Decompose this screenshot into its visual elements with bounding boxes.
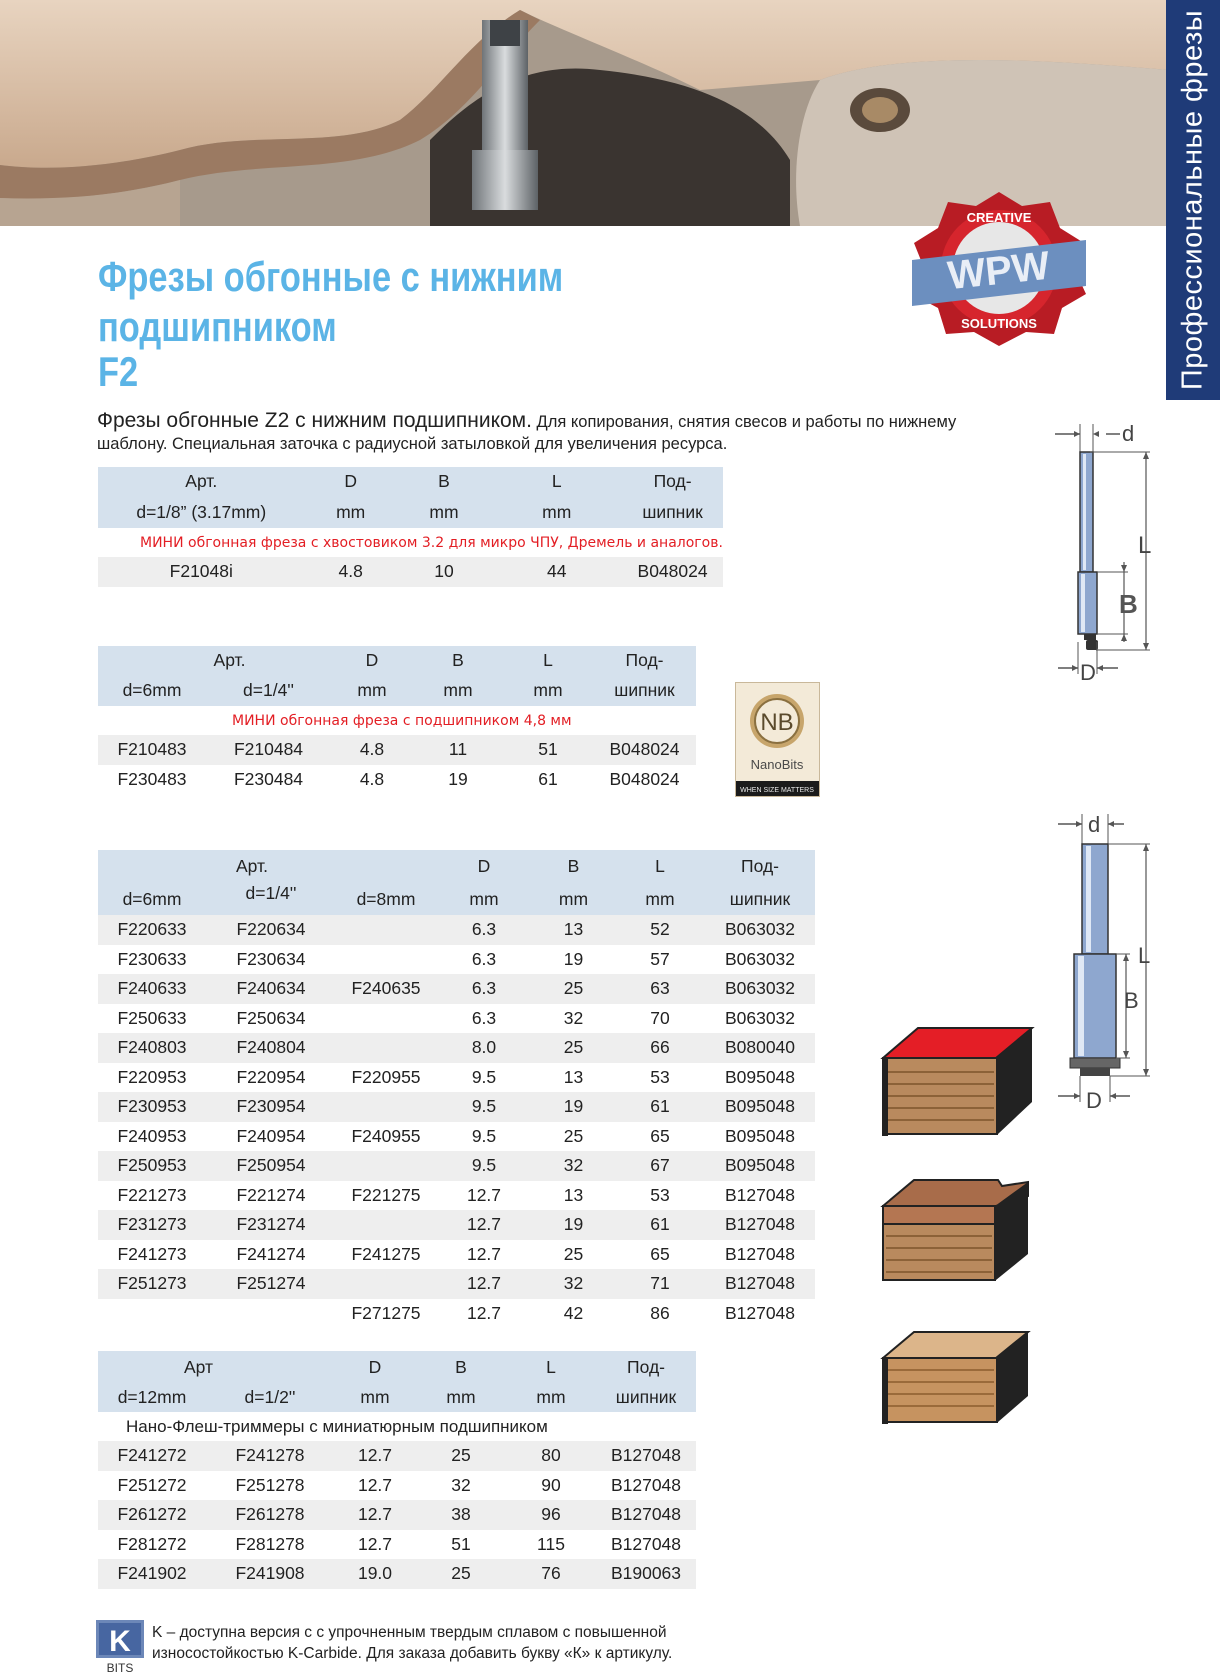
table-cell xyxy=(336,1092,436,1122)
svg-text:CREATIVE: CREATIVE xyxy=(966,210,1032,225)
svg-text:BITS: BITS xyxy=(106,1661,134,1674)
category-side-label: Профессиональные фрезы xyxy=(1176,9,1209,391)
table-cell: F241902 xyxy=(98,1559,206,1589)
table-cell: 53 xyxy=(615,1181,705,1211)
table-cell: F241272 xyxy=(98,1441,206,1471)
table-cell: F221273 xyxy=(98,1181,206,1211)
svg-text:d: d xyxy=(1122,421,1135,446)
header-cell: d=1/4'' xyxy=(206,883,336,915)
table-cell: B127048 xyxy=(596,1441,696,1471)
table-cell: F251272 xyxy=(98,1471,206,1501)
table-row xyxy=(98,1033,815,1063)
table-cell: 61 xyxy=(615,1092,705,1122)
header-cell: d=1/2'' xyxy=(206,1383,334,1412)
table-row xyxy=(98,974,815,1004)
table-cell: 44 xyxy=(491,557,622,587)
table-row xyxy=(98,945,815,975)
table-cell: B080040 xyxy=(705,1033,815,1063)
table-cell: 19 xyxy=(532,1092,615,1122)
table-cell xyxy=(98,1299,206,1329)
header-cell: шипник xyxy=(593,675,696,706)
table-cell: B127048 xyxy=(705,1210,815,1240)
table-cell: 38 xyxy=(416,1500,506,1530)
table-cell: 12.7 xyxy=(436,1269,532,1299)
table-cell xyxy=(206,1299,336,1329)
table-row xyxy=(98,1559,696,1589)
header-cell: d=1/4'' xyxy=(206,675,331,706)
table-cell: 25 xyxy=(416,1559,506,1589)
header-cell: mm xyxy=(397,496,491,528)
table-note: МИНИ обгонная фреза с подшипником 4,8 мм xyxy=(232,712,572,729)
header-cell: L xyxy=(503,646,593,675)
table-cell: B063032 xyxy=(705,945,815,975)
table-cell: 10 xyxy=(397,557,491,587)
header-cell: B xyxy=(397,467,491,496)
table-cell: 4.8 xyxy=(305,557,397,587)
table-cell: F241273 xyxy=(98,1240,206,1270)
table-cell: 11 xyxy=(413,735,503,765)
header-cell: D xyxy=(334,1351,416,1383)
table-row xyxy=(98,1441,696,1471)
table-cell: 57 xyxy=(615,945,705,975)
table-cell: F240635 xyxy=(336,974,436,1004)
table-cell: 9.5 xyxy=(436,1092,532,1122)
intro-text: Для копирования, снятия свесов и работы по нижнему шаблону. Специальная заточка с радиусной затыловкой для увеличения ресурса. xyxy=(97,413,957,453)
header-cell: d=1/8” (3.17mm) xyxy=(98,496,305,528)
table-cell: F240954 xyxy=(206,1122,336,1152)
table-4-body xyxy=(98,1441,696,1589)
header-cell: mm xyxy=(491,496,622,528)
header-cell: mm xyxy=(506,1383,596,1412)
table-cell: 65 xyxy=(615,1122,705,1152)
svg-text:K: K xyxy=(109,1625,131,1658)
svg-text:D: D xyxy=(1086,1088,1102,1110)
header-cell: mm xyxy=(532,883,615,915)
table-3-body xyxy=(98,915,815,1328)
table-cell xyxy=(336,1269,436,1299)
router-bit-diagram-small xyxy=(1050,412,1200,682)
page-title xyxy=(98,252,688,395)
table-cell: F240955 xyxy=(336,1122,436,1152)
table-cell: F230483 xyxy=(98,765,206,795)
svg-text:WPW: WPW xyxy=(945,243,1052,299)
table-cell: B095048 xyxy=(705,1063,815,1093)
table-cell: B095048 xyxy=(705,1122,815,1152)
table-cell: F240633 xyxy=(98,974,206,1004)
table-cell: 19 xyxy=(532,945,615,975)
table-cell: 90 xyxy=(506,1471,596,1501)
table-cell: 86 xyxy=(615,1299,705,1329)
table-cell: F230634 xyxy=(206,945,336,975)
svg-text:SOLUTIONS: SOLUTIONS xyxy=(961,316,1037,331)
spec-table-3 xyxy=(98,850,815,1328)
table-cell: F250634 xyxy=(206,1004,336,1034)
router-bit-diagram-large xyxy=(1050,810,1200,1110)
header-cell: d=6mm xyxy=(98,675,206,706)
table-cell: F230484 xyxy=(206,765,331,795)
table-cell: F251274 xyxy=(206,1269,336,1299)
header-cell: Арт. xyxy=(98,646,331,675)
table-cell: 63 xyxy=(615,974,705,1004)
table-row xyxy=(98,1122,815,1152)
table-row xyxy=(98,915,815,945)
table-cell: 9.5 xyxy=(436,1122,532,1152)
table-cell: B127048 xyxy=(705,1181,815,1211)
table-cell: B127048 xyxy=(596,1471,696,1501)
header-cell: d=8mm xyxy=(336,883,436,915)
table-cell: 51 xyxy=(503,735,593,765)
table-cell: F220633 xyxy=(98,915,206,945)
table-cell: F250954 xyxy=(206,1151,336,1181)
svg-text:B: B xyxy=(1119,589,1138,619)
table-cell: 12.7 xyxy=(334,1500,416,1530)
svg-text:WHEN SIZE MATTERS: WHEN SIZE MATTERS xyxy=(740,787,814,794)
table-cell: 13 xyxy=(532,915,615,945)
table-row xyxy=(98,1530,696,1560)
table-cell: 32 xyxy=(532,1151,615,1181)
svg-text:d: d xyxy=(1088,812,1101,837)
table-cell: 6.3 xyxy=(436,974,532,1004)
table-cell: B063032 xyxy=(705,915,815,945)
table-cell: B095048 xyxy=(705,1151,815,1181)
header-cell: B xyxy=(413,646,503,675)
table-cell: F210484 xyxy=(206,735,331,765)
table-row xyxy=(98,1299,815,1329)
header-cell: mm xyxy=(503,675,593,706)
table-cell: F241908 xyxy=(206,1559,334,1589)
table-cell: 4.8 xyxy=(331,735,413,765)
table-cell: 12.7 xyxy=(436,1299,532,1329)
table-cell: 53 xyxy=(615,1063,705,1093)
intro-lead: Фрезы обгонные Z2 с нижним подшипником. xyxy=(97,409,532,432)
table-cell: F251278 xyxy=(206,1471,334,1501)
header-cell: L xyxy=(491,467,622,496)
table-cell: 19 xyxy=(532,1210,615,1240)
table-note: МИНИ обгонная фреза с хвостовиком 3.2 для микро ЧПУ, Дремель и аналогов. xyxy=(140,534,723,551)
table-cell: F250953 xyxy=(98,1151,206,1181)
table-cell: F21048i xyxy=(98,557,305,587)
header-cell: mm xyxy=(331,675,413,706)
table-note: Нано-Флеш-триммеры с миниатюрным подшипником xyxy=(126,1416,548,1436)
table-cell: F240634 xyxy=(206,974,336,1004)
header-cell: шипник xyxy=(596,1383,696,1412)
table-cell xyxy=(336,1004,436,1034)
table-cell: 115 xyxy=(506,1530,596,1560)
table-cell: 70 xyxy=(615,1004,705,1034)
table-cell: F241278 xyxy=(206,1441,334,1471)
table-cell: 67 xyxy=(615,1151,705,1181)
header-cell: Под- xyxy=(622,467,723,496)
table-cell: 66 xyxy=(615,1033,705,1063)
table-cell: 8.0 xyxy=(436,1033,532,1063)
header-cell: mm xyxy=(416,1383,506,1412)
table-cell: B063032 xyxy=(705,1004,815,1034)
svg-text:L: L xyxy=(1138,532,1152,559)
table-cell: 42 xyxy=(532,1299,615,1329)
header-cell: D xyxy=(331,646,413,675)
table-cell: F250633 xyxy=(98,1004,206,1034)
header-cell: mm xyxy=(436,883,532,915)
header-cell: mm xyxy=(413,675,503,706)
kbits-logo xyxy=(96,1620,144,1674)
table-cell: B127048 xyxy=(705,1299,815,1329)
table-cell: 25 xyxy=(532,1240,615,1270)
table-row xyxy=(98,1210,815,1240)
table-cell: F221274 xyxy=(206,1181,336,1211)
table-cell: F231273 xyxy=(98,1210,206,1240)
table-cell: F230954 xyxy=(206,1092,336,1122)
table-cell: F261278 xyxy=(206,1500,334,1530)
footer-note: K – доступна версия с с упрочненным твердым сплавом с повышенной износостойкостью K-Carbide. Для заказа добавить букву «К» к артикулу. xyxy=(152,1624,673,1662)
table-cell: 12.7 xyxy=(334,1441,416,1471)
table-cell: F251273 xyxy=(98,1269,206,1299)
table-cell xyxy=(336,1151,436,1181)
table-cell: 52 xyxy=(615,915,705,945)
table-cell: B063032 xyxy=(705,974,815,1004)
nanobits-logo xyxy=(736,683,819,796)
table-row xyxy=(98,1151,815,1181)
svg-text:NanoBits: NanoBits xyxy=(750,757,804,772)
header-cell: d=6mm xyxy=(98,883,206,915)
table-cell: F220953 xyxy=(98,1063,206,1093)
table-cell: F230633 xyxy=(98,945,206,975)
header-cell: Арт xyxy=(98,1351,334,1383)
header-cell: mm xyxy=(305,496,397,528)
profile-shaped-edge-illustration xyxy=(878,1176,1038,1296)
table-cell: B095048 xyxy=(705,1092,815,1122)
svg-text:NB: NB xyxy=(760,709,794,736)
table-cell: 25 xyxy=(532,974,615,1004)
header-cell: D xyxy=(436,850,532,883)
intro-paragraph xyxy=(97,410,997,455)
header-cell: L xyxy=(506,1351,596,1383)
header-cell: L xyxy=(615,850,705,883)
title-line-1: Фрезы обгонные с нижним xyxy=(98,253,564,300)
table-cell: 6.3 xyxy=(436,915,532,945)
table-cell: B190063 xyxy=(596,1559,696,1589)
table-cell: F231274 xyxy=(206,1210,336,1240)
table-row xyxy=(98,1240,815,1270)
table-cell: 12.7 xyxy=(436,1181,532,1211)
header-cell: Под- xyxy=(593,646,696,675)
nanobits-badge xyxy=(735,682,820,797)
table-cell: 65 xyxy=(615,1240,705,1270)
table-row xyxy=(98,1500,696,1530)
table-cell: 13 xyxy=(532,1063,615,1093)
table-cell: F221275 xyxy=(336,1181,436,1211)
table-cell: 32 xyxy=(532,1269,615,1299)
header-cell: d=12mm xyxy=(98,1383,206,1412)
table-cell: 19 xyxy=(413,765,503,795)
header-cell: Арт. xyxy=(206,850,336,883)
table-cell: 12.7 xyxy=(334,1471,416,1501)
table-cell: B127048 xyxy=(705,1240,815,1270)
table-cell: 4.8 xyxy=(331,765,413,795)
table-row xyxy=(98,1269,815,1299)
table-cell: F241275 xyxy=(336,1240,436,1270)
spec-table-4 xyxy=(98,1351,696,1589)
table-cell: B048024 xyxy=(593,765,696,795)
table-cell xyxy=(336,1033,436,1063)
header-cell: B xyxy=(416,1351,506,1383)
table-cell: F261272 xyxy=(98,1500,206,1530)
table-cell: F210483 xyxy=(98,735,206,765)
table-cell xyxy=(336,915,436,945)
table-cell: B127048 xyxy=(596,1530,696,1560)
table-cell: 12.7 xyxy=(436,1240,532,1270)
header-cell: D xyxy=(305,467,397,496)
spec-table-2 xyxy=(98,646,696,794)
svg-text:D: D xyxy=(1080,660,1096,682)
table-cell: F271275 xyxy=(336,1299,436,1329)
table-cell: 6.3 xyxy=(436,1004,532,1034)
table-cell: 61 xyxy=(503,765,593,795)
table-cell: 80 xyxy=(506,1441,596,1471)
table-cell: 96 xyxy=(506,1500,596,1530)
header-cell: mm xyxy=(615,883,705,915)
table-cell: 25 xyxy=(532,1033,615,1063)
table-cell: 12.7 xyxy=(436,1210,532,1240)
table-cell: 76 xyxy=(506,1559,596,1589)
table-row xyxy=(98,1471,696,1501)
table-row xyxy=(98,1063,815,1093)
table-cell: F240953 xyxy=(98,1122,206,1152)
table-cell: F240804 xyxy=(206,1033,336,1063)
table-cell: 6.3 xyxy=(436,945,532,975)
table-cell: 19.0 xyxy=(334,1559,416,1589)
table-cell: 32 xyxy=(416,1471,506,1501)
table-cell: B048024 xyxy=(622,557,723,587)
table-cell: F220954 xyxy=(206,1063,336,1093)
header-cell: B xyxy=(532,850,615,883)
table-cell: 9.5 xyxy=(436,1063,532,1093)
table-cell: B127048 xyxy=(596,1500,696,1530)
table-cell: 9.5 xyxy=(436,1151,532,1181)
table-cell: 12.7 xyxy=(334,1530,416,1560)
header-cell: Под- xyxy=(705,850,815,883)
table-cell: 71 xyxy=(615,1269,705,1299)
table-cell: F240803 xyxy=(98,1033,206,1063)
table-cell: B048024 xyxy=(593,735,696,765)
table-cell: 61 xyxy=(615,1210,705,1240)
spec-table-1 xyxy=(98,467,723,587)
table-cell: F241274 xyxy=(206,1240,336,1270)
header-cell: Арт. xyxy=(98,467,305,496)
table-cell: F220634 xyxy=(206,915,336,945)
title-line-3: F2 xyxy=(98,348,139,395)
profile-plain-board-illustration xyxy=(878,1328,1038,1428)
table-cell xyxy=(336,1210,436,1240)
table-cell xyxy=(336,945,436,975)
table-cell: F281278 xyxy=(206,1530,334,1560)
table-cell: 13 xyxy=(532,1181,615,1211)
table-cell: 32 xyxy=(532,1004,615,1034)
table-cell: 51 xyxy=(416,1530,506,1560)
header-cell: mm xyxy=(334,1383,416,1412)
table-row xyxy=(98,1004,815,1034)
table-cell: 25 xyxy=(416,1441,506,1471)
table-row xyxy=(98,1092,815,1122)
table-cell: 25 xyxy=(532,1122,615,1152)
svg-text:B: B xyxy=(1124,988,1139,1013)
profile-flush-trim-illustration xyxy=(878,1022,1038,1142)
table-cell: B127048 xyxy=(705,1269,815,1299)
header-cell: шипник xyxy=(705,883,815,915)
table-row xyxy=(98,1181,815,1211)
header-cell: шипник xyxy=(622,496,723,528)
title-line-2: подшипником xyxy=(98,303,337,350)
table-cell: F230953 xyxy=(98,1092,206,1122)
header-cell: Под- xyxy=(596,1351,696,1383)
table-cell: F281272 xyxy=(98,1530,206,1560)
svg-text:L: L xyxy=(1138,943,1151,968)
wpw-creative-solutions-logo xyxy=(904,188,1094,348)
table-cell: F220955 xyxy=(336,1063,436,1093)
